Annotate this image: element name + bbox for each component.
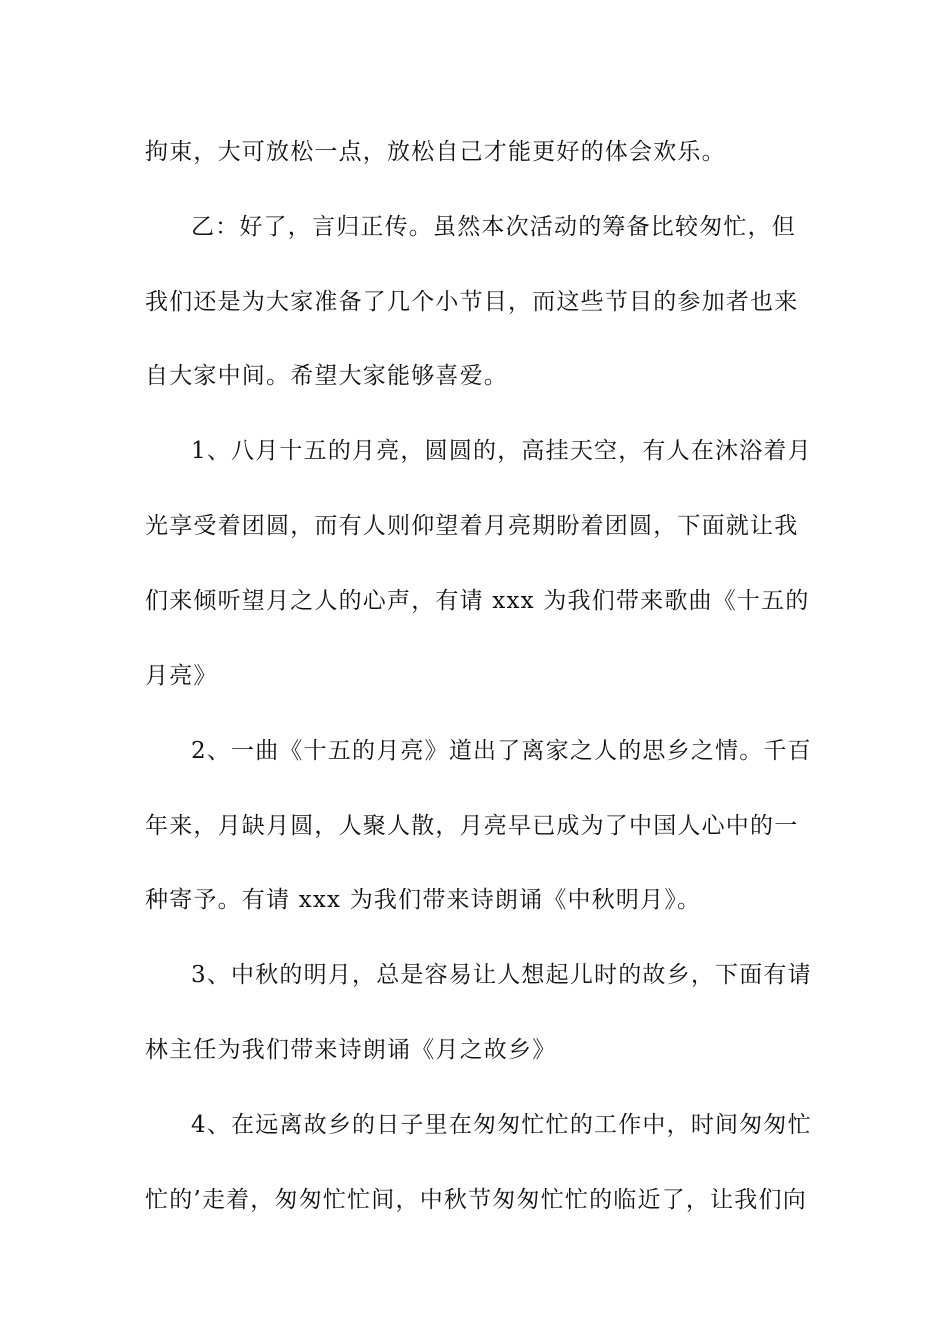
text-line: 种寄予。有请 xxx 为我们带来诗朗诵《中秋明月》。 [145,887,702,913]
text-line: 1、八月十五的月亮，圆圆的，高挂天空，有人在沐浴着月 [191,438,812,464]
text-line: 忙的’走着，匆匆忙忙间，中秋节匆匆忙忙的临近了，让我们向 [145,1187,807,1213]
text-line: 林主任为我们带来诗朗诵《月之故乡》 [145,1037,557,1063]
text-line: 我们还是为大家准备了几个小节目，而这些节目的参加者也来 [145,289,799,315]
text-line: 3、中秋的明月，总是容易让人想起儿时的故乡，下面有请 [191,962,812,988]
text-line: 们来倾听望月之人的心声，有请 xxx 为我们带来歌曲《十五的 [145,588,810,614]
text-line: 月亮》 [145,663,218,689]
text-line: 4、在远离故乡的日子里在匆匆忙忙的工作中，时间匆匆忙 [191,1112,812,1138]
text-line: 光享受着团圆，而有人则仰望着月亮期盼着团圆，下面就让我 [145,513,799,539]
text-line: 2、一曲《十五的月亮》道出了离家之人的思乡之情。千百 [191,738,812,764]
text-line: 自大家中间。希望大家能够喜爱。 [145,363,508,389]
text-line: 年来，月缺月圆，人聚人散，月亮早已成为了中国人心中的一 [145,813,799,839]
text-line: 乙：好了，言归正传。虽然本次活动的筹备比较匆忙，但 [191,214,796,240]
text-line: 拘束，大可放松一点，放松自己才能更好的体会欢乐。 [145,139,726,165]
